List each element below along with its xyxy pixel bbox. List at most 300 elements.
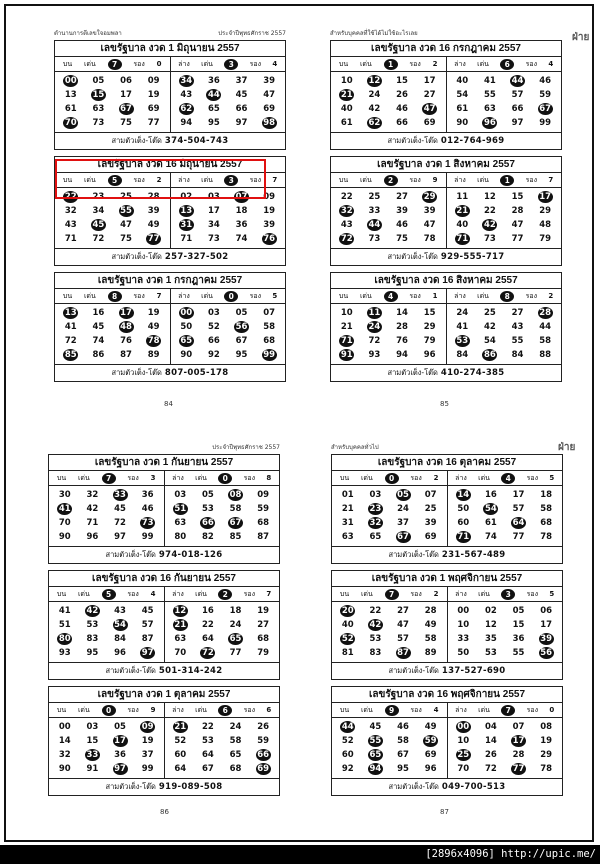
number-cell: 44 <box>539 322 552 332</box>
number-cell: 01 <box>341 490 354 500</box>
left-number-column <box>331 304 446 364</box>
number-cell: 29 <box>539 206 552 216</box>
number-cell: 36 <box>235 220 248 230</box>
three-digit-value: 410-274-385 <box>440 368 505 378</box>
number-cell: 84 <box>456 350 469 360</box>
number-cell: 89 <box>147 350 160 360</box>
book-logo-icon: ฝ่าย <box>572 32 590 43</box>
three-digit-row <box>332 663 562 679</box>
page-header-right: ประจำปีพุทธศักราช 2557 <box>218 30 286 37</box>
highlighted-number: 71 <box>457 532 470 542</box>
number-cell: 03 <box>208 308 220 318</box>
number-cell: 49 <box>147 322 160 332</box>
number-cell: 28 <box>396 322 408 332</box>
number-cell: 40 <box>340 104 353 114</box>
number-cell: 74 <box>485 532 497 542</box>
lead-label: เด่น <box>361 473 373 482</box>
position-label: ล่าง <box>455 473 467 482</box>
second-digit: 1 <box>432 292 438 300</box>
highlighted-number: 07 <box>235 192 248 202</box>
number-cell: 05 <box>235 308 248 318</box>
number-cell: 81 <box>341 648 354 658</box>
position-label: บน <box>339 473 350 482</box>
number-cell: 77 <box>147 118 160 128</box>
second-digit: 7 <box>156 292 162 300</box>
draw-title: เลขรัฐบาล งวด 1 กรกฎาคม 2557 <box>55 273 285 289</box>
number-cell: 59 <box>539 90 552 100</box>
number-cell: 57 <box>512 504 525 514</box>
number-cell: 05 <box>114 722 126 732</box>
number-cell: 59 <box>257 736 270 746</box>
highlighted-number: 45 <box>92 220 105 230</box>
number-cell: 45 <box>235 90 248 100</box>
number-cell: 97 <box>511 118 524 128</box>
lead-digits-row <box>55 289 285 304</box>
book-logo-icon: ฝ่าย <box>558 442 576 453</box>
highlighted-number: 65 <box>229 634 242 644</box>
page-header-left: ตำนานการตีเลขใจอมพลา <box>54 30 122 37</box>
right-number-column <box>170 72 286 132</box>
page-84 <box>54 28 286 388</box>
number-cell: 03 <box>174 490 187 500</box>
position-label: บน <box>56 473 67 482</box>
page-86 <box>48 442 280 802</box>
second-digit: 4 <box>272 60 278 68</box>
three-digit-label: สามตัวเต็ง-โต๊ด <box>105 550 156 559</box>
number-cell: 22 <box>202 620 214 630</box>
number-cell: 83 <box>86 634 99 644</box>
number-cell: 63 <box>484 104 496 114</box>
left-number-column <box>49 602 164 662</box>
highlighted-number: 24 <box>368 322 381 332</box>
highlighted-number: 77 <box>512 764 525 774</box>
number-cell: 75 <box>120 118 132 128</box>
position-label: บน <box>338 59 349 68</box>
number-cell: 24 <box>456 308 469 318</box>
highlight-box <box>55 159 266 199</box>
lottery-block <box>331 686 563 796</box>
highlighted-number: 67 <box>539 104 552 114</box>
highlighted-number: 69 <box>257 764 270 774</box>
highlighted-number: 21 <box>456 206 469 216</box>
number-cell: 67 <box>235 336 248 346</box>
number-cell: 15 <box>396 76 408 86</box>
number-grid <box>332 718 562 779</box>
number-cell: 32 <box>58 750 71 760</box>
number-cell: 68 <box>540 518 553 528</box>
number-grid <box>55 304 285 365</box>
draw-title: เลขรัฐบาล งวด 16 มิถุนายน 2557 <box>55 157 285 173</box>
number-cell: 09 <box>257 490 270 500</box>
highlighted-number: 86 <box>484 350 496 360</box>
number-cell: 77 <box>512 532 525 542</box>
second-digit: 7 <box>266 590 272 598</box>
number-cell: 68 <box>229 764 242 774</box>
number-cell: 34 <box>208 220 220 230</box>
number-cell: 63 <box>341 532 354 542</box>
three-digit-row <box>49 779 279 795</box>
position-label: บน <box>62 291 73 300</box>
number-cell: 28 <box>511 206 524 216</box>
number-cell: 42 <box>484 322 496 332</box>
second-label: รอง <box>409 59 421 68</box>
number-cell: 09 <box>263 192 276 202</box>
second-label: รอง <box>133 175 145 184</box>
three-digit-row <box>332 779 562 795</box>
lead-digit: 8 <box>108 291 122 302</box>
number-cell: 64 <box>202 634 214 644</box>
bottom-lead-digits <box>164 471 280 485</box>
highlighted-number: 85 <box>64 350 77 360</box>
number-cell: 53 <box>369 634 382 644</box>
lottery-block-list <box>330 40 562 382</box>
position-label: ล่าง <box>172 705 184 714</box>
second-digit: 2 <box>433 474 439 482</box>
second-digit: 5 <box>272 292 278 300</box>
bottom-lead-digits <box>446 289 562 303</box>
number-cell: 22 <box>369 606 382 616</box>
highlighted-number: 80 <box>58 634 71 644</box>
number-cell: 46 <box>539 76 552 86</box>
bottom-lead-digits <box>446 173 562 187</box>
highlighted-number: 44 <box>208 90 220 100</box>
second-label: รอง <box>127 473 139 482</box>
second-label: รอง <box>243 589 256 598</box>
number-cell: 43 <box>114 606 126 616</box>
number-cell: 90 <box>456 118 469 128</box>
highlighted-number: 13 <box>64 308 77 318</box>
number-cell: 19 <box>540 736 553 746</box>
number-grid <box>49 486 279 547</box>
number-cell: 63 <box>92 104 105 114</box>
right-number-column <box>447 486 563 546</box>
number-cell: 58 <box>397 736 409 746</box>
highlighted-number: 31 <box>180 220 193 230</box>
number-cell: 55 <box>484 90 496 100</box>
number-cell: 50 <box>457 504 470 514</box>
number-grid <box>49 718 279 779</box>
number-cell: 78 <box>540 532 553 542</box>
top-lead-digits <box>331 173 446 187</box>
right-number-column <box>164 718 280 778</box>
lead-label: เด่น <box>195 473 207 482</box>
second-digit: 2 <box>156 176 162 184</box>
right-number-column <box>447 602 563 662</box>
number-cell: 19 <box>257 606 270 616</box>
bottom-lead-digits <box>447 587 563 601</box>
second-label: รอง <box>525 59 538 68</box>
number-cell: 32 <box>64 206 77 216</box>
number-cell: 95 <box>208 118 220 128</box>
number-cell: 33 <box>368 206 381 216</box>
number-grid <box>331 188 561 249</box>
second-label: รอง <box>526 705 539 714</box>
number-cell: 65 <box>369 532 382 542</box>
number-cell: 24 <box>368 90 381 100</box>
lead-label: เด่น <box>84 59 96 68</box>
number-cell: 15 <box>512 620 525 630</box>
second-label: รอง <box>127 589 139 598</box>
page-87 <box>331 442 563 802</box>
lead-label: เด่น <box>360 175 372 184</box>
highlighted-number: 87 <box>397 648 409 658</box>
number-cell: 84 <box>114 634 126 644</box>
number-cell: 16 <box>92 308 105 318</box>
number-cell: 77 <box>511 234 524 244</box>
number-cell: 87 <box>141 634 154 644</box>
left-number-column <box>49 486 164 546</box>
page-87-header <box>331 442 563 454</box>
lead-digits-row <box>49 587 279 602</box>
number-cell: 91 <box>86 764 99 774</box>
lead-digits-row <box>332 703 562 718</box>
number-cell: 95 <box>235 350 248 360</box>
number-cell: 99 <box>539 118 552 128</box>
second-label: รอง <box>133 59 145 68</box>
three-digit-label: สามตัวเต็ง-โต๊ด <box>387 368 438 377</box>
lead-digit: 3 <box>224 175 238 186</box>
highlighted-number: 70 <box>64 118 77 128</box>
second-digit: 9 <box>432 176 438 184</box>
lead-digit: 4 <box>384 291 398 302</box>
left-number-column <box>332 718 447 778</box>
number-cell: 69 <box>147 104 160 114</box>
number-cell: 19 <box>141 736 154 746</box>
number-cell: 93 <box>58 648 71 658</box>
three-digit-row <box>332 547 562 563</box>
three-digit-value: 929-555-717 <box>440 252 505 262</box>
number-cell: 17 <box>540 620 553 630</box>
top-lead-digits <box>55 289 170 303</box>
left-number-column <box>331 72 446 132</box>
number-cell: 73 <box>484 234 496 244</box>
page-85 <box>330 28 562 388</box>
number-cell: 52 <box>208 322 220 332</box>
number-cell: 22 <box>202 722 214 732</box>
number-cell: 46 <box>396 104 408 114</box>
second-digit: 2 <box>548 292 554 300</box>
number-cell: 76 <box>396 336 408 346</box>
highlighted-number: 44 <box>511 76 524 86</box>
lead-digit: 7 <box>501 705 515 716</box>
highlighted-number: 99 <box>263 350 276 360</box>
position-label: ล่าง <box>455 589 467 598</box>
lottery-block <box>54 40 286 150</box>
number-cell: 96 <box>423 350 436 360</box>
number-cell: 26 <box>485 750 497 760</box>
number-cell: 46 <box>141 504 154 514</box>
right-number-column <box>446 304 562 364</box>
position-label: บน <box>62 175 73 184</box>
draw-title: เลขรัฐบาล งวด 16 กันยายน 2557 <box>49 571 279 587</box>
lead-label: เด่น <box>477 291 489 300</box>
highlighted-number: 59 <box>424 736 437 746</box>
bottom-lead-digits <box>447 471 563 485</box>
page-header-left: สำหรับบุคคลที่ใช้ได้ไม่ใช้อะไรเลย <box>330 30 418 37</box>
lead-digit: 2 <box>384 175 398 186</box>
three-digit-value: 231-567-489 <box>441 550 506 560</box>
number-cell: 27 <box>423 90 436 100</box>
lead-label: เด่น <box>201 59 213 68</box>
second-digit: 8 <box>266 474 272 482</box>
number-cell: 68 <box>257 518 270 528</box>
lottery-block-list <box>54 40 286 382</box>
second-digit: 6 <box>266 706 272 714</box>
number-cell: 96 <box>86 532 99 542</box>
number-cell: 58 <box>540 504 553 514</box>
number-cell: 05 <box>202 490 214 500</box>
watermark-text: [2896x4096] http://upic.me/ <box>425 848 596 860</box>
number-cell: 00 <box>457 606 470 616</box>
number-cell: 28 <box>512 750 525 760</box>
top-lead-digits <box>49 587 164 601</box>
lead-label: เด่น <box>201 175 213 184</box>
top-lead-digits <box>49 703 164 717</box>
second-label: รอง <box>410 705 422 714</box>
number-cell: 89 <box>424 648 437 658</box>
number-grid <box>49 602 279 663</box>
number-cell: 30 <box>58 490 71 500</box>
number-cell: 40 <box>456 220 469 230</box>
highlighted-number: 42 <box>484 220 496 230</box>
number-grid <box>331 304 561 365</box>
lead-label: เด่น <box>84 175 96 184</box>
highlighted-number: 78 <box>147 336 160 346</box>
lead-digit: 4 <box>501 473 515 484</box>
number-cell: 31 <box>341 518 354 528</box>
number-cell: 47 <box>423 220 436 230</box>
second-label: รอง <box>249 291 262 300</box>
highlighted-number: 34 <box>180 76 193 86</box>
number-cell: 58 <box>424 634 437 644</box>
number-grid <box>55 72 285 133</box>
three-digit-value: 807-005-178 <box>164 368 229 378</box>
number-cell: 04 <box>485 722 497 732</box>
number-cell: 06 <box>540 606 553 616</box>
second-label: รอง <box>526 589 539 598</box>
number-cell: 65 <box>208 104 220 114</box>
number-cell: 94 <box>180 118 193 128</box>
number-cell: 68 <box>257 634 270 644</box>
highlighted-number: 76 <box>263 234 276 244</box>
second-label: รอง <box>127 705 139 714</box>
number-cell: 72 <box>485 764 497 774</box>
number-cell: 17 <box>208 206 220 216</box>
lead-digit: 3 <box>224 59 238 70</box>
number-cell: 72 <box>368 336 381 346</box>
number-cell: 41 <box>58 606 71 616</box>
second-label: รอง <box>409 175 421 184</box>
highlighted-number: 94 <box>369 764 382 774</box>
number-cell: 47 <box>511 220 524 230</box>
number-cell: 25 <box>120 192 132 202</box>
highlighted-number: 11 <box>368 308 381 318</box>
second-digit: 0 <box>549 706 555 714</box>
highlighted-number: 67 <box>229 518 242 528</box>
number-cell: 93 <box>368 350 381 360</box>
number-cell: 55 <box>511 336 524 346</box>
number-cell: 61 <box>64 104 77 114</box>
highlighted-number: 23 <box>369 504 382 514</box>
page-number: 85 <box>440 400 449 408</box>
number-cell: 97 <box>114 532 126 542</box>
three-digit-row <box>55 249 285 265</box>
lead-digits-row <box>49 471 279 486</box>
number-cell: 72 <box>64 336 77 346</box>
lead-digit: 5 <box>102 589 116 600</box>
number-cell: 47 <box>397 620 409 630</box>
page-number: 87 <box>440 808 449 816</box>
bottom-lead-digits <box>164 587 280 601</box>
second-digit: 3 <box>150 474 156 482</box>
left-number-column <box>331 188 446 248</box>
three-digit-value: 501-314-242 <box>158 666 223 676</box>
draw-title: เลขรัฐบาล งวด 1 ตุลาคม 2557 <box>49 687 279 703</box>
lottery-block <box>48 454 280 564</box>
number-cell: 58 <box>229 736 242 746</box>
second-label: รอง <box>410 589 422 598</box>
number-cell: 68 <box>263 336 276 346</box>
lead-label: เด่น <box>78 589 90 598</box>
lead-digit: 9 <box>385 705 399 716</box>
number-cell: 37 <box>141 750 154 760</box>
highlighted-number: 66 <box>202 518 214 528</box>
position-label: ล่าง <box>172 473 184 482</box>
highlighted-number: 65 <box>180 336 193 346</box>
lead-digit: 0 <box>102 705 116 716</box>
highlighted-number: 65 <box>369 750 382 760</box>
highlighted-number: 54 <box>114 620 126 630</box>
number-cell: 74 <box>92 336 105 346</box>
number-cell: 71 <box>180 234 193 244</box>
number-cell: 83 <box>369 648 382 658</box>
number-cell: 42 <box>86 504 99 514</box>
number-cell: 79 <box>257 648 270 658</box>
number-cell: 39 <box>147 206 160 216</box>
number-cell: 55 <box>512 648 525 658</box>
page-header-left: สำหรับบุคคลทั่วไป <box>331 444 379 451</box>
lead-label: เด่น <box>361 589 373 598</box>
number-cell: 61 <box>456 104 469 114</box>
highlighted-number: 73 <box>141 518 154 528</box>
lead-digits-row <box>331 289 561 304</box>
lead-digits-row <box>332 471 562 486</box>
page-number: 86 <box>160 808 169 816</box>
second-digit: 7 <box>548 176 554 184</box>
number-grid <box>332 486 562 547</box>
draw-title: เลขรัฐบาล งวด 16 กรกฎาคม 2557 <box>331 41 561 57</box>
number-cell: 39 <box>396 206 408 216</box>
highlighted-number: 28 <box>539 308 552 318</box>
highlighted-number: 56 <box>540 648 553 658</box>
highlighted-number: 66 <box>257 750 270 760</box>
highlighted-number: 09 <box>141 722 154 732</box>
number-cell: 18 <box>229 606 242 616</box>
number-cell: 21 <box>340 322 353 332</box>
number-cell: 90 <box>180 350 193 360</box>
number-cell: 77 <box>229 648 242 658</box>
number-cell: 05 <box>92 76 105 86</box>
highlighted-number: 72 <box>202 648 214 658</box>
three-digit-label: สามตัวเต็ง-โต๊ด <box>111 252 162 261</box>
second-label: รอง <box>133 291 145 300</box>
number-cell: 58 <box>263 322 276 332</box>
number-cell: 66 <box>511 104 524 114</box>
draw-title: เลขรัฐบาล งวด 16 สิงหาคม 2557 <box>331 273 561 289</box>
number-cell: 58 <box>229 504 242 514</box>
number-cell: 86 <box>92 350 105 360</box>
lead-digit: 0 <box>385 473 399 484</box>
